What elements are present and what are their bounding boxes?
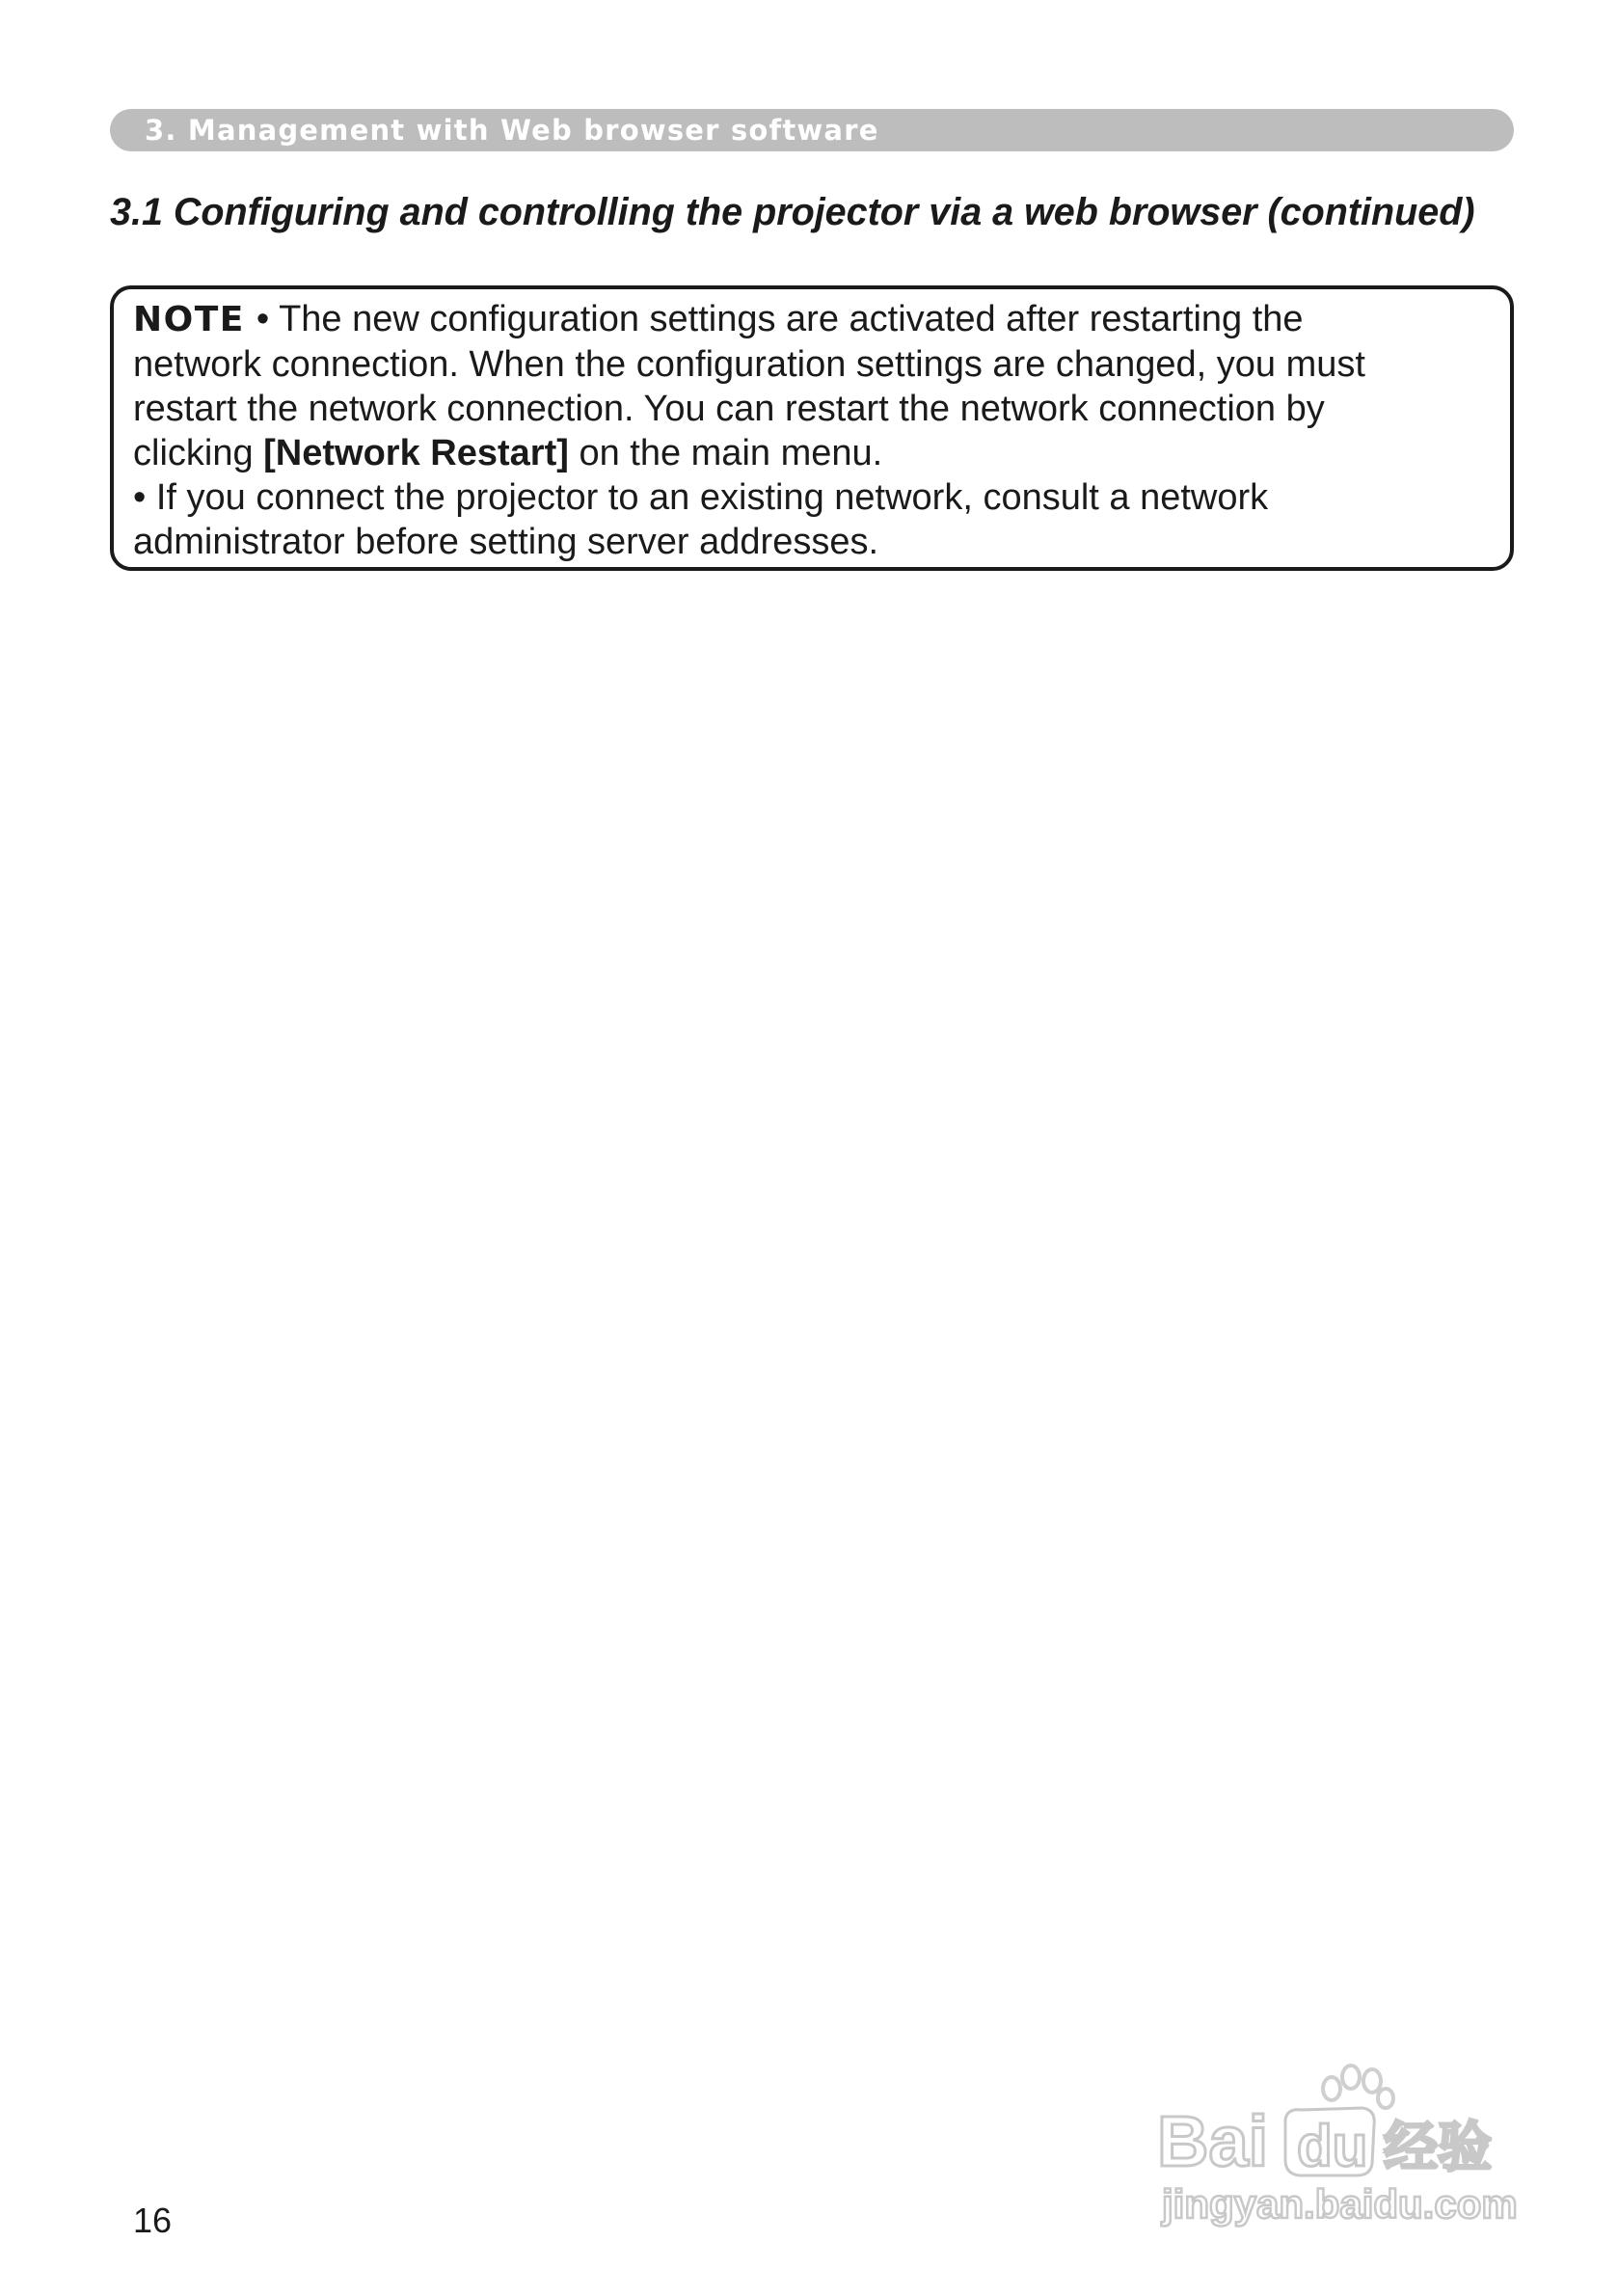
note-text-4-pre: clicking (133, 433, 264, 473)
watermark-brand-latin: Bai (1157, 2101, 1269, 2181)
watermark-brand-cn: 经验 (1384, 2117, 1492, 2179)
note-line-5: • If you connect the projector to an existing network, consult a network (133, 477, 1269, 518)
note-text-4-post: on the main menu. (568, 433, 883, 473)
baidu-watermark-logo (1143, 2052, 1538, 2235)
watermark-du-badge (1285, 2108, 1374, 2178)
paw-icon (1323, 2066, 1393, 2108)
note-text-1: • The new configuration settings are activated after restarting the (256, 299, 1304, 339)
note-label: NOTE (133, 300, 245, 339)
network-restart-reference: [Network Restart] (263, 433, 569, 473)
note-line-2: network connection. When the configuration settings are changed, you must (133, 344, 1365, 385)
watermark-brand-du: du (1297, 2114, 1368, 2178)
page-number: 16 (133, 2201, 173, 2240)
chapter-title: 3. Management with Web browser software (145, 114, 879, 147)
watermark-url: jingyan.baidu.com (1162, 2181, 1518, 2227)
note-line-1 (133, 297, 1495, 342)
chapter-header-bar (110, 109, 1514, 151)
section-title: 3.1 Configuring and controlling the projector via a web browser (continued) (110, 191, 1475, 233)
note-line-3: restart the network connection. You can restart the network connection by (133, 389, 1325, 429)
note-line-6: administrator before setting server addresses. (133, 522, 879, 562)
note-box (110, 285, 1514, 571)
note-line-4 (133, 431, 1495, 475)
